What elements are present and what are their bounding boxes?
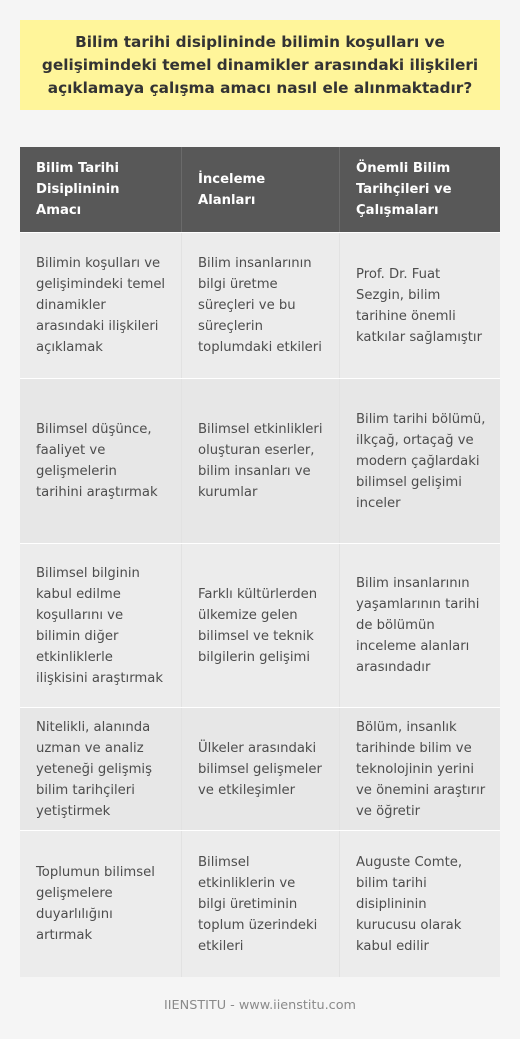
table-cell: Bilimin koşulları ve gelişimindeki temel dinamikler arasındaki ilişkileri açıklamak	[20, 233, 182, 378]
table-cell: Ülkeler arasındaki bilimsel gelişmeler ve etkileşimler	[182, 708, 340, 830]
table-row	[20, 707, 500, 830]
question-text: Bilim tarihi disiplininde bilimin koşulları ve gelişimindeki temel dinamikler arasındaki ilişkileri açıklamaya çalışma amacı nasıl ele alınmaktadır?	[41, 32, 479, 97]
table-header-row	[20, 147, 500, 232]
table-cell: Bilimsel düşünce, faaliyet ve gelişmelerin tarihini araştırmak	[20, 379, 182, 543]
table-cell: Toplumun bilimsel gelişmelere duyarlılığını artırmak	[20, 831, 182, 977]
table-cell: Bilim insanlarının yaşamlarının tarihi de bölümün inceleme alanları arasındadır	[356, 576, 480, 675]
table-cell: Bölüm, insanlık tarihinde bilim ve teknolojinin yerini ve önemini araştırır ve öğretir	[356, 719, 486, 819]
header-cell-historians: Önemli Bilim Tarihçileri ve Çalışmaları	[356, 161, 452, 218]
table-row	[20, 378, 500, 543]
header-cell-areas: İnceleme Alanları	[182, 147, 340, 232]
table-cell: Bilimsel bilginin kabul edilme koşullarını ve bilimin diğer etkinliklerle ilişkisini araştırmak	[20, 544, 182, 707]
table-cell: Bilim tarihi bölümü, ilkçağ, ortaçağ ve modern çağlardaki bilimsel gelişimi inceler	[356, 411, 486, 511]
info-table	[20, 147, 500, 977]
question-banner	[20, 20, 500, 110]
table-row	[20, 543, 500, 707]
table-cell: Auguste Comte, bilim tarihi disiplininin kurucusu olarak kabul edilir	[356, 854, 463, 954]
table-cell: Nitelikli, alanında uzman ve analiz yeteneği gelişmiş bilim tarihçileri yetiştirmek	[20, 708, 182, 830]
table-row	[20, 232, 500, 378]
table-cell: Bilim insanlarının bilgi üretme süreçleri ve bu süreçlerin toplumdaki etkileri	[182, 233, 340, 378]
table-row	[20, 830, 500, 977]
header-cell-aim: Bilim Tarihi Disiplininin Amacı	[20, 147, 182, 232]
table-cell: Prof. Dr. Fuat Sezgin, bilim tarihine önemli katkılar sağlamıştır	[356, 266, 483, 345]
table-cell: Bilimsel etkinliklerin ve bilgi üretiminin toplum üzerindeki etkileri	[182, 831, 340, 977]
table-cell: Farklı kültürlerden ülkemize gelen bilimsel ve teknik bilgilerin gelişimi	[182, 544, 340, 707]
table-cell: Bilimsel etkinlikleri oluşturan eserler, bilim insanları ve kurumlar	[182, 379, 340, 543]
footer-credit: IIENSTITU - www.iienstitu.com	[163, 998, 356, 1013]
